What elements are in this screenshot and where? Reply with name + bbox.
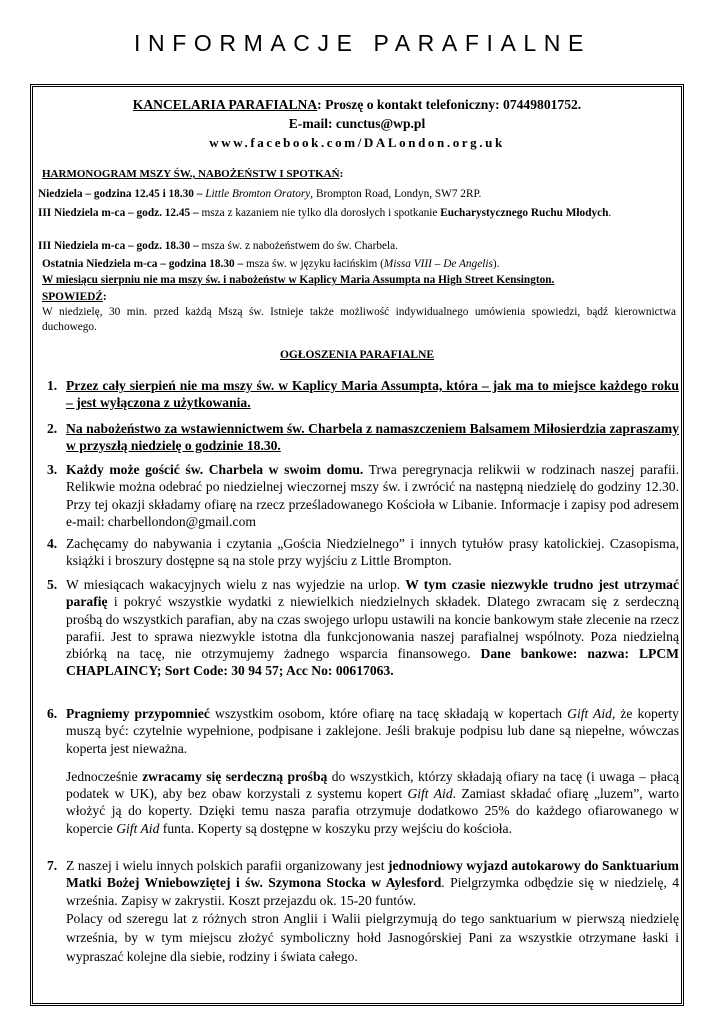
item-number: 2. [47,421,58,436]
content-frame [30,84,684,1006]
chancery-website: www.facebook.com/DALondon.org.uk [209,135,505,150]
item-number: 5. [47,577,58,592]
schedule-line-sunday-place: Little Bromton Oratory [205,188,311,200]
chancery-label: KANCELARIA PARAFIALNA [132,97,318,112]
item-text: do wszystkich, którzy składają ofiary na tacę (i uwaga – płacą podatek w UK), aby bez obaw korzystali z systemu kopert [66,768,679,802]
item-text: . Zamiast składać ofiarę „luzem”, warto włożyć ją do koperty. Dzięki temu nasza parafia otrzymuje dodatkowo 25% do każdego ofiarowanego w kopercie [66,786,679,836]
schedule-line-3-time: III Niedziela m-ca – godz. 12.45 – [38,207,199,219]
item-text-bold: zwracamy się serdeczną prośbą [142,768,328,784]
schedule-line-last-sunday [38,257,680,273]
item-number: 6. [47,706,58,721]
item-number: 7. [47,858,58,873]
schedule-heading [42,167,680,183]
page-title: INFORMACJE PARAFIALNE [134,30,591,56]
item-text: Z naszej i wielu innych polskich parafii organizowany jest [66,858,388,873]
announcement-item-2 [39,420,679,455]
item-text-italic: Gift Aid [116,820,160,836]
schedule-line-5-mass: Missa VIII – De Angelis [383,258,493,270]
bank-details: Dane bankowe: nazwa: LPCM CHAPLAINCY; Sort Code: 30 94 57; Acc No: 00617063. [66,646,680,679]
item-text-bold: W tym czasie niezwykle trudno jest utrzymać parafię [66,577,680,610]
schedule-line-sunday [38,187,676,203]
schedule-line-third-sunday-1245 [38,206,676,222]
schedule-line-4-time: III Niedziela m-ca – godz. 18.30 – [38,240,199,252]
item-text: . Pielgrzymka odbędzie się w niedzielę, 4 września. Zapisy w zakrystii. Koszt przejazdu ok. 15-20 funtów. [66,875,680,908]
schedule-line-5-end: ). [492,258,500,270]
confession-heading [38,290,680,306]
schedule-line-4-text: msza św. z nabożeństwem do św. Charbela. [198,240,398,252]
item-text: Jednocześnie [66,768,143,784]
item-paragraph [66,768,679,837]
item-text: Trwa peregrynacja relikwii w rodzinach naszej parafii. Relikwie można odebrać po niedzielnej wieczornej mszy św. i zwrócić na następną niedzielę do godziny 12.30. Przy tej okazji składamy ofiarę na rzecz prześladowanego Kościoła w Libanie. Informacje i zapisy pod adresem e-mail: charbellondon@gmail.com [66,462,679,529]
schedule-line-3-text: msza z kazaniem nie tylko dla dorosłych i spotkanie [198,207,441,219]
confession-heading-colon: : [102,291,107,303]
schedule-line-august-notice: W miesiącu sierpniu nie ma mszy św. i nabożeństw w Kaplicy Maria Assumpta na High Street Kensington. [42,274,555,286]
chancery-phone: : Proszę o kontakt telefoniczny: 07449801752. [317,97,582,112]
item-number: 1. [47,378,58,393]
announcement-item-3 [39,461,679,530]
item-paragraph [66,705,679,757]
announcement-item-1 [39,377,679,412]
announcement-item-6 [39,705,679,837]
announcement-item-4 [39,535,679,570]
item-text-italic: Gift Aid [407,786,453,802]
announcement-item-5 [39,576,679,680]
announcement-item-7 [39,857,679,966]
item-text-bold: jednodniowy wyjazd autokarowy do Sanktuarium Matki Bożej Wniebowziętej i św. Szymona Stocka w Aylesford [66,858,680,891]
item-text: , że koperty muszą być: czytelnie wypełnione, podpisane i zaklejone. Jeśli brakuje podpisu lub dane są niepełne, wówczas koperta jest nieważna. [66,706,679,756]
schedule-line-sunday-time: Niedziela – godzina 12.45 i 18.30 – [38,188,203,200]
item-text: wszystkim osobom, które ofiarę na tacę składają w kopertach [209,706,568,721]
schedule-line-third-sunday-1830 [38,239,676,255]
chancery-contact-line [33,97,681,113]
item-text-bold: Przez cały sierpień nie ma mszy św. w Kaplicy Maria Assumpta, która – jak ma to miejsce każdego roku – jest wyłączona z użytkowania. [66,378,679,411]
item-paragraph: Polacy od szeregu lat z różnych stron Anglii i Walii pielgrzymują do tego sanktuarium w pierwszą niedzielę września, by w tym miejscu złożyć symboliczny hołd Jasnogórskiej Pani za wszystkie otrzymane łaski i wypraszać kolejne dla siebie, rodziny i świata całego. [66,910,679,964]
schedule-line-sunday-address: , Brompton Road, Londyn, SW7 2RP. [310,188,482,200]
schedule-line-5-time: Ostatnia Niedziela m-ca – godzina 18.30 – [42,258,244,270]
item-text: W miesiącach wakacyjnych wielu z nas wyjedzie na urlop. [66,577,406,592]
confession-heading-text: SPOWIEDŹ [42,291,103,303]
schedule-heading-colon: : [339,168,344,180]
schedule-line-5-text: msza św. w języku łacińskim ( [243,258,384,270]
confession-text: W niedzielę, 30 min. przed każdą Mszą św. Istnieje także możliwość indywidualnego umówienia spowiedzi, bądź kierownictwa duchowego. [42,306,676,333]
announcements-heading: OGŁOSZENIA PARAFIALNE [279,349,435,361]
chancery-email: E-mail: cunctus@wp.pl [288,116,426,131]
item-text-bold: Na nabożeństwo za wstawiennictwem św. Charbela z namaszczeniem Balsamem Miłosierdzia zapraszamy w przyszłą niedzielę o godzinie 18.30. [66,421,679,454]
schedule-line-3-end: . [608,207,612,219]
schedule-line-3-group: Eucharystycznego Ruchu Młodych [440,207,609,219]
item-text: Zachęcamy do nabywania i czytania „Gościa Niedzielnego” i innych tytułów prasy katolickiej. Czasopisma, książki i broszury dostępne są na stole przy wyjściu z Little Brompton. [66,536,679,569]
item-text: funta. Koperty są dostępne w koszyku przy wejściu do kościoła. [159,820,512,836]
item-number: 3. [47,462,58,477]
item-text-italic: Gift Aid [567,706,612,721]
item-text-bold: Każdy może gościć św. Charbela w swoim domu. [66,462,364,477]
item-paragraph [66,857,679,909]
item-text-bold: Pragniemy przypomnieć [66,706,210,721]
schedule-heading-text: HARMONOGRAM MSZY ŚW., NABOŻEŃSTW I SPOTKAŃ [42,168,340,180]
item-number: 4. [47,536,58,551]
item-text: i pokryć wszystkie wydatki z niewielkich niedzielnych składek. Dlatego zwracam się z serdeczną prośbą do wszystkich parafian, aby na czas swojego urlopu ustawili na koncie bankowym stałe zlecenie na rzecz parafii. Jest to sprawa niezwykle istotna dla funkcjonowania naszej parafialnej wspólnoty. Poza niedzielną zbiórką na tacę, nie otrzymujemy żadnego wsparcia finansowego. [66,594,679,662]
